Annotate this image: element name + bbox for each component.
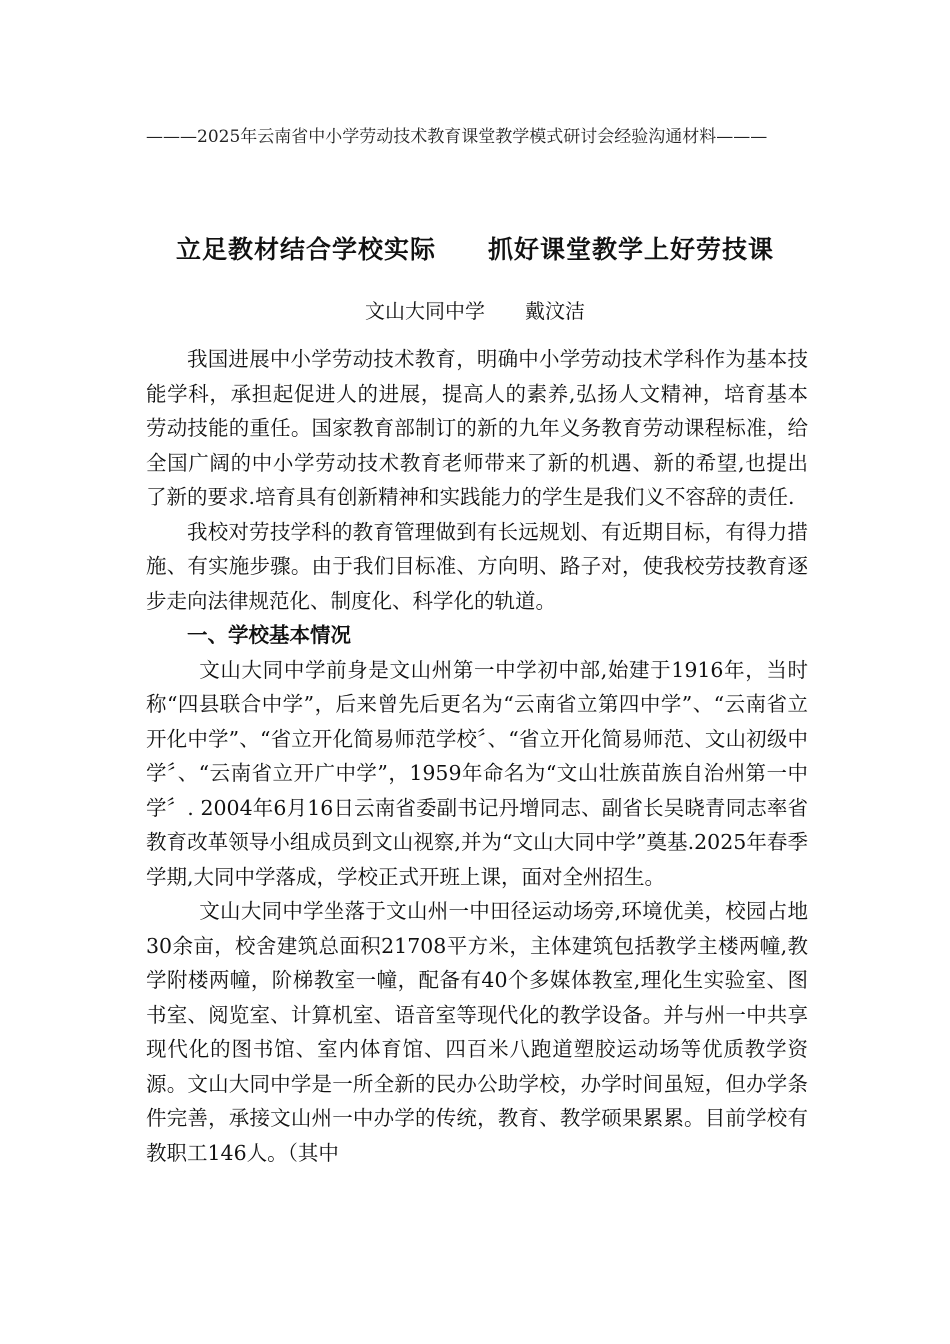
author-byline: 文山大同中学 戴汶洁 <box>365 299 585 323</box>
document-title: 立足教材结合学校实际 抓好课堂教学上好劳技课 <box>175 235 774 264</box>
paragraph: 文山大同中学坐落于文山州一中田径运动场旁,环境优美，校园占地30余亩，校舍建筑总面积21708平方米，主体建筑包括教学主楼两幢,教学附楼两幢，阶梯教室一幢，配备有40个多媒体教室,理化生实验室、图书室、阅览室、计算机室、语音室等现代化的教学设备。并与州一中共享现代化的图书馆、室内体育馆、四百米八跑道塑胶运动场等优质教学资源。文山大同中学是一所全新的民办公助学校，办学时间虽短，但办学条件完善，承接文山州一中办学的传统，教育、教学硕果累累。目前学校有教职工146人。（其中 <box>146 899 808 1165</box>
document-body <box>146 342 808 1170</box>
paragraph: 文山大同中学前身是文山州第一中学初中部,始建于1916年，当时称“四县联合中学”，后来曾先后更名为“云南省立第四中学”、“云南省立开化中学”、“省立开化简易师范学校〞、“省立开化简易师范、文山初级中学〞、“云南省立开广中学”，1959年命名为“文山壮族苗族自治州第一中学〞. 2004年6月16日云南省委副书记丹增同志、副省长吴晓青同志率省教育改革领导小组成员到文山视察,并为“文山大同中学”奠基.2025年春季学期,大同中学落成，学校正式开班上课，面对全州招生。 <box>146 657 808 889</box>
section-heading: 一、学校基本情况 <box>187 623 351 647</box>
paragraph: 我国进展中小学劳动技术教育，明确中小学劳动技术学科作为基本技能学科，承担起促进人的进展，提高人的素养,弘扬人文精神，培育基本劳动技能的重任。国家教育部制订的新的九年义务教育劳动课程标准，给全国广阔的中小学劳动技术教育老师带来了新的机遇、新的希望,也提出了新的要求.培育具有创新精神和实践能力的学生是我们义不容辞的责任. <box>146 347 808 509</box>
paragraph: 我校对劳技学科的教育管理做到有长远规划、有近期目标，有得力措施、有实施步骤。由于我们目标准、方向明、路子对，使我校劳技教育逐步走向法律规范化、制度化、科学化的轨道。 <box>146 519 808 613</box>
document-subtitle: ———2025年云南省中小学劳动技术教育课堂教学模式研讨会经验沟通材料——— <box>146 127 768 147</box>
